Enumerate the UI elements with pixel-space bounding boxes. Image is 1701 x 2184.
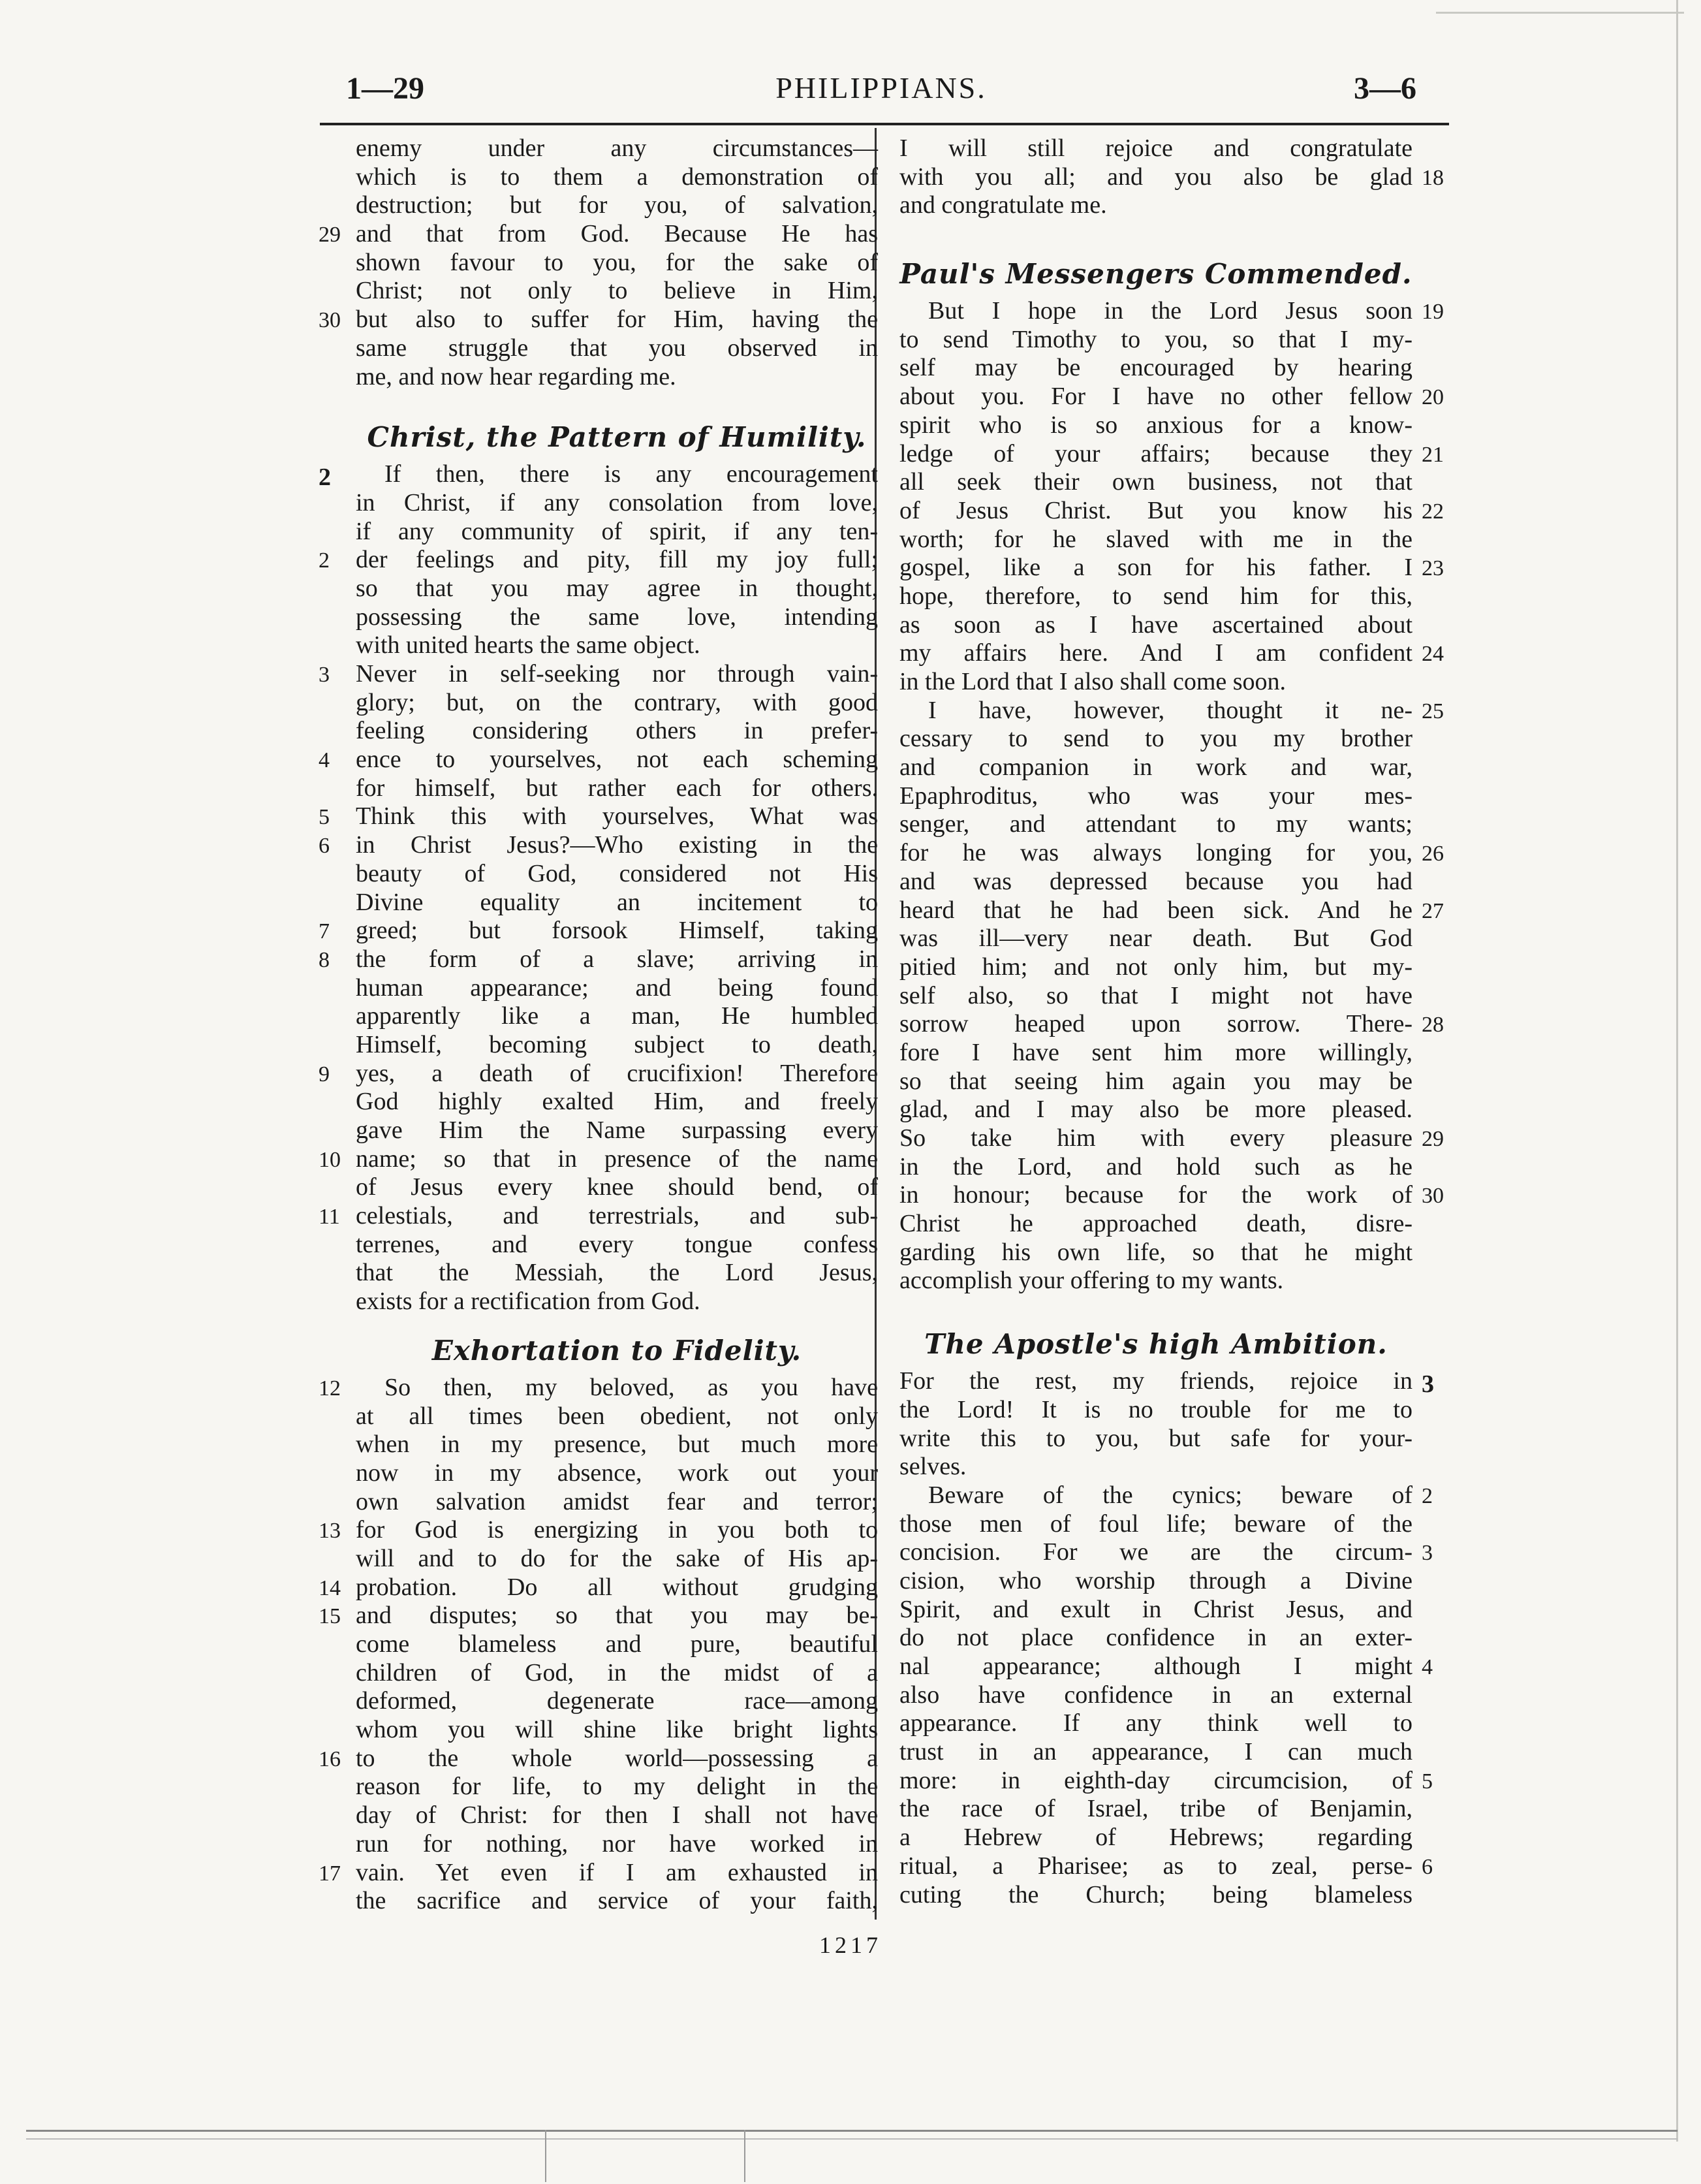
text-line: selves. [899,1453,967,1481]
text-line: So take him with every pleasure [899,1124,1412,1152]
text-line: But I hope in the Lord Jesus soon [928,297,1412,325]
text-line: come blameless and pure, beautiful [356,1630,878,1658]
text-line: and that from God. Because He has [356,220,878,248]
text-line: So then, my beloved, as you have [384,1373,878,1401]
text-line: if any community of spirit, if any ten- [356,517,878,545]
text-line: fore I have sent him more willingly, [899,1038,1412,1066]
left-column [356,135,878,1916]
text-line: the sacrifice and service of your faith, [356,1887,878,1915]
header-rule [320,123,1449,125]
text-line: to send Timothy to you, so that I my- [899,325,1412,353]
text-line: was ill—very near death. But God [899,925,1412,953]
text-line: shown favour to you, for the sake of [356,248,878,276]
text-line: so that seeing him again you may be [899,1067,1412,1095]
verse-number: 6 [319,834,330,858]
text-line: deformed, degenerate race—among [356,1687,878,1715]
text-line: garding his own life, so that he might [899,1238,1412,1266]
text-line: Epaphroditus, who was your mes- [899,782,1412,810]
text-line: and was depressed because you had [899,867,1412,895]
text-line: day of Christ: for then I shall not have [356,1801,878,1829]
text-line: same struggle that you observed in [356,334,878,362]
verse-number: 14 [319,1576,341,1600]
text-line: so that you may agree in thought, [356,574,878,602]
text-line: vain. Yet even if I am exhausted in [356,1858,878,1886]
text-line: all seek their own business, not that [899,468,1412,496]
verse-number: 7 [319,919,330,943]
text-line: feeling considering others in prefer- [356,717,878,745]
verse-number: 8 [319,948,330,972]
text-line: name; so that in presence of the name [356,1145,878,1173]
text-line: cuting the Church; being blameless [899,1880,1412,1908]
text-line: and disputes; so that you may be- [356,1602,878,1630]
verse-number: 9 [319,1062,330,1086]
text-line: ritual, a Pharisee; as to zeal, perse- [899,1852,1412,1880]
text-line: own salvation amidst fear and terror; [356,1487,878,1515]
text-line: God highly exalted Him, and freely [356,1088,878,1116]
text-line: cision, who worship through a Divine [899,1566,1412,1594]
text-line: gospel, like a son for his father. I [899,554,1412,582]
page-edge-tick [744,2130,745,2182]
text-line: Christ he approached death, disre- [899,1210,1412,1238]
text-line: and congratulate me. [899,191,1107,219]
verse-number: 28 [1422,1013,1444,1037]
text-line: a Hebrew of Hebrews; regarding [899,1824,1412,1852]
text-line: the form of a slave; arriving in [356,945,878,973]
verse-number: 2 [1422,1484,1433,1508]
text-line: terrenes, and every tongue confess [356,1230,878,1258]
verse-number: 19 [1422,300,1444,324]
text-line: at all times been obedient, not only [356,1402,878,1430]
text-line: possessing the same love, intending [356,603,878,631]
verse-number: 17 [319,1861,341,1886]
text-line: I will still rejoice and congratulate [899,135,1412,162]
text-line: gave Him the Name surpassing every [356,1116,878,1144]
text-line: worth; for he slaved with me in the [899,525,1412,553]
verse-number: 10 [319,1148,341,1172]
verse-number: 5 [319,805,330,829]
text-line: with united hearts the same object. [356,631,700,659]
text-line: pitied him; and not only him, but my- [899,953,1412,981]
verse-number: 29 [319,223,341,247]
text-line: in the Lord that I also shall come soon. [899,668,1287,695]
verse-number: 22 [1422,499,1444,524]
verse-number: 30 [1422,1184,1444,1208]
verse-number: 11 [319,1205,340,1229]
verse-number: 25 [1422,699,1444,723]
text-line: beauty of God, considered not His [356,859,878,887]
text-line: that the Messiah, the Lord Jesus, [356,1259,878,1287]
verse-number: 2 [319,464,331,491]
page-number: 1217 [819,1932,882,1958]
text-line: accomplish your offering to my wants. [899,1267,1284,1295]
text-line: as soon as I have ascertained about [899,610,1412,639]
text-line: do not place confidence in an exter- [899,1624,1412,1652]
verse-number: 3 [319,663,330,687]
text-line: also have confidence in an external [899,1681,1412,1709]
text-line: to the whole world—possessing a [356,1744,878,1772]
page-edge-line [1676,0,1678,2142]
section-heading: Exhortation to Fidelity. [431,1334,802,1367]
verse-number: 20 [1422,385,1444,409]
text-line: destruction; but for you, of salvation, [356,191,878,219]
text-line: me, and now hear regarding me. [356,362,676,390]
text-line: of Jesus every knee should bend, of [356,1173,878,1201]
text-line: glad, and I may also be more pleased. [899,1096,1412,1124]
verse-number: 16 [319,1747,341,1771]
text-line: those men of foul life; beware of the [899,1510,1412,1538]
verse-number: 2 [319,548,330,573]
text-line: the Lord! It is no trouble for me to [899,1395,1412,1423]
text-line: glory; but, on the contrary, with good [356,688,878,716]
page-edge-line [1436,12,1684,14]
text-line: I have, however, thought it ne- [928,696,1412,724]
text-line: enemy under any circumstances— [356,135,878,162]
text-line: children of God, in the midst of a [356,1658,878,1686]
text-line: ence to yourselves, not each scheming [356,746,878,774]
verse-number: 12 [319,1376,341,1401]
text-line: Himself, becoming subject to death, [356,1030,878,1058]
text-line: ledge of your affairs; because they [899,439,1412,467]
verse-number: 3 [1422,1541,1433,1565]
verse-number: 5 [1422,1769,1433,1794]
text-line: which is to them a demonstration of [356,163,878,191]
text-line: for himself, but rather each for others. [356,774,878,802]
header-left-reference: 1—29 [346,71,424,106]
text-line: appearance. If any think well to [899,1709,1412,1737]
verse-number: 15 [319,1604,341,1628]
page-edge-line [26,2130,1678,2132]
text-line: exists for a rectification from God. [356,1288,700,1316]
verse-number: 23 [1422,556,1444,580]
text-line: run for nothing, nor have worked in [356,1829,878,1858]
text-line: in Christ, if any consolation from love, [356,488,878,516]
text-line: self may be encouraged by hearing [899,354,1412,382]
text-line: in honour; because for the work of [899,1181,1412,1209]
header-right-reference: 3—6 [1354,71,1416,106]
text-line: and companion in work and war, [899,753,1412,782]
text-line: self also, so that I might not have [899,981,1412,1009]
page-edge-line [26,2138,1678,2140]
text-line: Spirit, and exult in Christ Jesus, and [899,1595,1412,1623]
verse-number: 21 [1422,443,1444,467]
verse-number: 30 [319,308,341,332]
text-line: heard that he had been sick. And he [899,896,1412,924]
text-line: in Christ Jesus?—Who existing in the [356,831,878,859]
book-title: PHILIPPIANS. [775,71,987,104]
text-line: the race of Israel, tribe of Benjamin, [899,1795,1412,1823]
text-line: concision. For we are the circum- [899,1538,1412,1566]
verse-number: 18 [1422,166,1444,190]
verse-number: 13 [319,1519,341,1543]
section-heading: The Apostle's high Ambition. [924,1328,1388,1361]
verse-number: 27 [1422,899,1444,923]
text-line: hope, therefore, to send him for this, [899,582,1412,610]
text-line: reason for life, to my delight in the [356,1773,878,1801]
verse-number: 4 [1422,1655,1433,1679]
right-column [899,135,1412,1909]
text-line: will and to do for the sake of His ap- [356,1544,878,1572]
text-line: nal appearance; although I might [899,1653,1412,1680]
text-line: senger, and attendant to my wants; [899,810,1412,838]
text-line: Think this with yourselves, What was [356,802,878,831]
text-line: der feelings and pity, fill my joy full; [356,546,878,574]
verse-number: 24 [1422,642,1444,666]
text-line: human appearance; and being found [356,973,878,1002]
verse-number: 6 [1422,1855,1433,1879]
verse-number: 26 [1422,842,1444,866]
text-line: Christ; not only to believe in Him, [356,277,878,305]
text-line: spirit who is so anxious for a know- [899,411,1412,439]
text-line: probation. Do all without grudging [356,1573,878,1601]
text-line: Divine equality an incitement to [356,888,878,916]
text-line: in the Lord, and hold such as he [899,1152,1412,1180]
text-line: celestials, and terrestrials, and sub- [356,1202,878,1230]
text-line: greed; but forsook Himself, taking [356,917,878,945]
text-line: whom you will shine like bright lights [356,1716,878,1744]
text-line: yes, a death of crucifixion! Therefore [356,1059,878,1087]
text-line: write this to you, but safe for your- [899,1424,1412,1452]
verse-number: 3 [1422,1370,1434,1398]
text-line: Never in self-seeking nor through vain- [356,660,878,688]
text-line: for he was always longing for you, [899,839,1412,867]
verse-number: 29 [1422,1127,1444,1151]
verse-number: 4 [319,748,330,772]
running-header [320,71,1443,110]
text-line: apparently like a man, He humbled [356,1002,878,1030]
text-line: for God is energizing in you both to [356,1516,878,1544]
text-line: For the rest, my friends, rejoice in [899,1367,1412,1395]
text-line: Beware of the cynics; beware of [928,1481,1412,1509]
text-line: trust in an appearance, I can much [899,1738,1412,1766]
section-heading: Paul's Messengers Commended. [899,258,1412,291]
section-heading: Christ, the Pattern of Humility. [367,421,867,454]
page-edge-tick [545,2130,546,2182]
text-line: more: in eighth-day circumcision, of [899,1766,1412,1794]
text-line: of Jesus Christ. But you know his [899,496,1412,524]
text-line: with you all; and you also be glad [899,163,1412,191]
text-line: but also to suffer for Him, having the [356,306,878,334]
text-line: about you. For I have no other fellow [899,383,1412,411]
text-line: when in my presence, but much more [356,1431,878,1459]
text-line: sorrow heaped upon sorrow. There- [899,1010,1412,1038]
text-line: If then, there is any encouragement [384,460,878,488]
text-line: cessary to send to you my brother [899,725,1412,753]
text-line: now in my absence, work out your [356,1459,878,1487]
text-line: my affairs here. And I am confident [899,639,1412,667]
